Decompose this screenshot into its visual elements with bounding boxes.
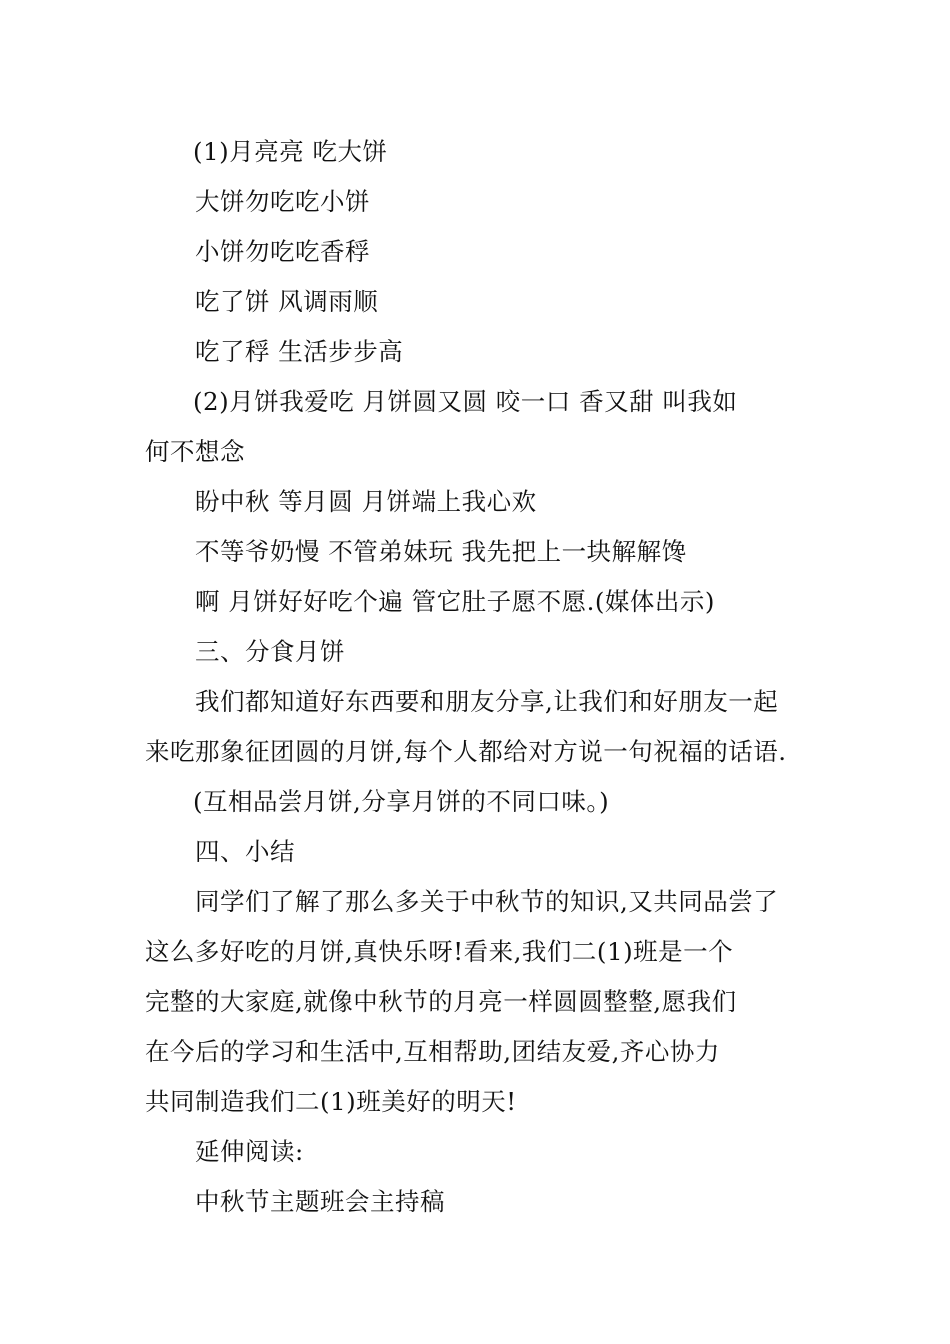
text-line: 我们都知道好东西要和朋友分享,让我们和好朋友一起	[195, 687, 779, 716]
text-line: (互相品尝月饼,分享月饼的不同口味。)	[193, 787, 610, 816]
section-heading: 延伸阅读:	[195, 1137, 304, 1166]
text-line: 吃了稃 生活步步高	[195, 337, 404, 366]
text-line: (1)月亮亮 吃大饼	[193, 137, 388, 166]
text-line: 来吃那象征团圆的月饼,每个人都给对方说一句祝福的话语.	[145, 737, 787, 766]
text-line: 吃了饼 风调雨顺	[195, 287, 379, 316]
text-line: 完整的大家庭,就像中秋节的月亮一样圆圆整整,愿我们	[145, 987, 737, 1016]
section-heading: 四、小结	[195, 837, 295, 866]
section-heading: 三、分食月饼	[195, 637, 345, 666]
text-line: (2)月饼我爱吃 月饼圆又圆 咬一口 香又甜 叫我如	[193, 387, 738, 416]
text-line: 啊 月饼好好吃个遍 管它肚子愿不愿.(媒体出示)	[195, 587, 715, 616]
text-line: 盼中秋 等月圆 月饼端上我心欢	[195, 487, 537, 516]
text-line: 同学们了解了那么多关于中秋节的知识,又共同品尝了	[195, 887, 779, 916]
document-body	[145, 127, 815, 1227]
text-line: 何不想念	[145, 437, 245, 466]
text-line: 大饼勿吃吃小饼	[195, 187, 370, 216]
text-line: 共同制造我们二(1)班美好的明天!	[145, 1087, 517, 1116]
text-line: 中秋节主题班会主持稿	[195, 1187, 445, 1216]
text-line: 在今后的学习和生活中,互相帮助,团结友爱,齐心协力	[145, 1037, 720, 1066]
text-line: 这么多好吃的月饼,真快乐呀!看来,我们二(1)班是一个	[145, 937, 734, 966]
text-line: 不等爷奶慢 不管弟妹玩 我先把上一块解解馋	[195, 537, 687, 566]
text-line: 小饼勿吃吃香稃	[195, 237, 370, 266]
